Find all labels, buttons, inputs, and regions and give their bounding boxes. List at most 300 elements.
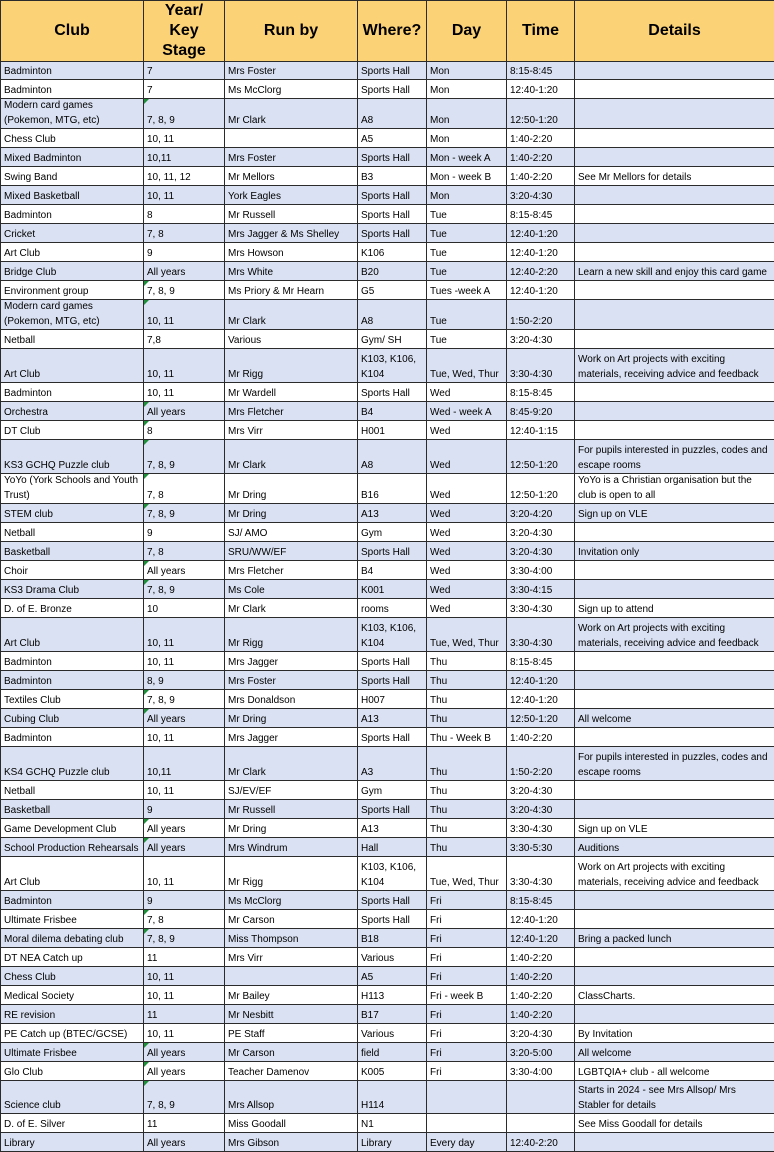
cell-day: Wed	[427, 580, 507, 599]
cell-time: 3:20-4:30	[507, 186, 575, 205]
cell-day: Wed	[427, 523, 507, 542]
cell-where: field	[358, 1043, 427, 1062]
cell-club: KS4 GCHQ Puzzle club	[1, 747, 144, 781]
cell-club: Netball	[1, 781, 144, 800]
cell-details: See Miss Goodall for details	[575, 1114, 774, 1133]
cell-time: 8:15-8:45	[507, 62, 575, 80]
cell-year: 11	[144, 948, 225, 967]
cell-day: Fri	[427, 967, 507, 986]
cell-time: 1:40-2:20	[507, 1005, 575, 1024]
cell-where: Gym	[358, 781, 427, 800]
cell-club: Ultimate Frisbee	[1, 1043, 144, 1062]
cell-time: 3:30-4:00	[507, 1062, 575, 1081]
table-row	[1, 709, 774, 728]
cell-club: Basketball	[1, 800, 144, 819]
cell-day: Thu	[427, 838, 507, 857]
cell-time: 12:40-2:20	[507, 1133, 575, 1152]
cell-day	[427, 1114, 507, 1133]
table-row	[1, 167, 774, 186]
cell-details: Sign up on VLE	[575, 819, 774, 838]
cell-time: 3:20-4:30	[507, 330, 575, 349]
cell-club: Science club	[1, 1081, 144, 1114]
cell-day: Every day	[427, 1133, 507, 1152]
cell-day: Tue	[427, 243, 507, 262]
cell-time: 3:30-4:15	[507, 580, 575, 599]
cell-time: 12:40-1:15	[507, 421, 575, 440]
cell-year: 11	[144, 1114, 225, 1133]
cell-club: Badminton	[1, 652, 144, 671]
cell-day: Wed	[427, 383, 507, 402]
cell-runby: Mr Russell	[225, 205, 358, 224]
cell-where: B20	[358, 262, 427, 281]
cell-details: Bring a packed lunch	[575, 929, 774, 948]
cell-where: Sports Hall	[358, 148, 427, 167]
cell-runby: Mrs Donaldson	[225, 690, 358, 709]
cell-details	[575, 383, 774, 402]
cell-runby: Ms McClorg	[225, 891, 358, 910]
table-row	[1, 1062, 774, 1081]
cell-year: 8	[144, 421, 225, 440]
cell-year: 10, 11	[144, 986, 225, 1005]
cell-details: All welcome	[575, 709, 774, 728]
cell-runby: SJ/ AMO	[225, 523, 358, 542]
cell-club: Badminton	[1, 891, 144, 910]
cell-club: Art Club	[1, 618, 144, 652]
table-row	[1, 781, 774, 800]
cell-where: Sports Hall	[358, 542, 427, 561]
cell-club: D. of E. Silver	[1, 1114, 144, 1133]
cell-day: Tue	[427, 330, 507, 349]
cell-where: Sports Hall	[358, 891, 427, 910]
cell-runby: Mr Rigg	[225, 857, 358, 891]
header-run-by: Run by	[225, 1, 358, 62]
cell-where: K103, K106, K104	[358, 857, 427, 891]
cell-details	[575, 205, 774, 224]
cell-day: Mon	[427, 186, 507, 205]
cell-runby: Mr Carson	[225, 910, 358, 929]
cell-day: Fri	[427, 1024, 507, 1043]
header-where: Where?	[358, 1, 427, 62]
cell-where: Gym/ SH	[358, 330, 427, 349]
cell-club: Badminton	[1, 728, 144, 747]
table-row	[1, 1043, 774, 1062]
cell-time: 3:30-5:30	[507, 838, 575, 857]
cell-where: A3	[358, 747, 427, 781]
cell-club: Glo Club	[1, 1062, 144, 1081]
cell-day: Wed	[427, 599, 507, 618]
cell-time: 12:40-1:20	[507, 690, 575, 709]
cell-where: A8	[358, 440, 427, 474]
cell-club: Art Club	[1, 349, 144, 383]
cell-club: Textiles Club	[1, 690, 144, 709]
cell-where: Sports Hall	[358, 224, 427, 243]
cell-details	[575, 1133, 774, 1152]
cell-where: Sports Hall	[358, 652, 427, 671]
cell-day: Tues -week A	[427, 281, 507, 300]
cell-details	[575, 561, 774, 580]
cell-details: Sign up on VLE	[575, 504, 774, 523]
cell-runby: Ms Priory & Mr Hearn	[225, 281, 358, 300]
cell-details: Starts in 2024 - see Mrs Allsop/ Mrs Stabler for details	[575, 1081, 774, 1114]
cell-day: Wed	[427, 440, 507, 474]
table-row	[1, 910, 774, 929]
cell-details: LGBTQIA+ club - all welcome	[575, 1062, 774, 1081]
cell-details	[575, 300, 774, 330]
cell-year: 7, 8	[144, 474, 225, 504]
table-row	[1, 671, 774, 690]
cell-details: Auditions	[575, 838, 774, 857]
cell-time: 8:15-8:45	[507, 205, 575, 224]
table-row	[1, 891, 774, 910]
cell-day: Tue	[427, 300, 507, 330]
cell-time: 12:40-1:20	[507, 671, 575, 690]
cell-year: 7	[144, 62, 225, 80]
cell-where: Sports Hall	[358, 80, 427, 99]
cell-time: 8:15-8:45	[507, 891, 575, 910]
cell-runby: Mr Dring	[225, 474, 358, 504]
cell-details	[575, 243, 774, 262]
cell-runby: Mrs Foster	[225, 62, 358, 80]
cell-club: Library	[1, 1133, 144, 1152]
cell-time: 3:20-4:20	[507, 504, 575, 523]
cell-where: Hall	[358, 838, 427, 857]
cell-time: 3:30-4:30	[507, 599, 575, 618]
cell-runby: Mr Russell	[225, 800, 358, 819]
table-row	[1, 857, 774, 891]
cell-club: RE revision	[1, 1005, 144, 1024]
cell-day: Tue, Wed, Thur	[427, 857, 507, 891]
cell-day: Mon	[427, 129, 507, 148]
cell-day: Tue	[427, 224, 507, 243]
cell-runby: Ms Cole	[225, 580, 358, 599]
cell-runby: SRU/WW/EF	[225, 542, 358, 561]
cell-day: Thu	[427, 652, 507, 671]
cell-where: K103, K106, K104	[358, 349, 427, 383]
header-club: Club	[1, 1, 144, 62]
cell-time: 1:40-2:20	[507, 948, 575, 967]
cell-time: 3:20-5:00	[507, 1043, 575, 1062]
cell-year: 8	[144, 205, 225, 224]
cell-year: 7, 8	[144, 224, 225, 243]
table-row	[1, 948, 774, 967]
cell-details	[575, 148, 774, 167]
cell-runby: Mrs Virr	[225, 948, 358, 967]
cell-year: 10,11	[144, 148, 225, 167]
table-row	[1, 1005, 774, 1024]
cell-where: A13	[358, 819, 427, 838]
table-row	[1, 300, 774, 330]
cell-details	[575, 99, 774, 129]
cell-day: Tue	[427, 205, 507, 224]
cell-runby	[225, 129, 358, 148]
cell-year: 10, 11	[144, 652, 225, 671]
cell-runby: Mr Dring	[225, 819, 358, 838]
cell-day: Thu	[427, 747, 507, 781]
cell-day: Wed	[427, 474, 507, 504]
cell-year: 7, 8	[144, 910, 225, 929]
cell-time: 1:40-2:20	[507, 167, 575, 186]
cell-year: 7, 8, 9	[144, 690, 225, 709]
cell-where: A5	[358, 967, 427, 986]
table-row	[1, 1024, 774, 1043]
cell-day: Mon	[427, 99, 507, 129]
cell-where: N1	[358, 1114, 427, 1133]
cell-year: 10	[144, 599, 225, 618]
table-row	[1, 967, 774, 986]
cell-where: Sports Hall	[358, 383, 427, 402]
cell-time: 1:40-2:20	[507, 129, 575, 148]
cell-time	[507, 1114, 575, 1133]
cell-runby: SJ/EV/EF	[225, 781, 358, 800]
table-row	[1, 281, 774, 300]
cell-club: Badminton	[1, 205, 144, 224]
table-row	[1, 652, 774, 671]
cell-where: K106	[358, 243, 427, 262]
cell-where: Sports Hall	[358, 671, 427, 690]
cell-runby: Mrs Gibson	[225, 1133, 358, 1152]
cell-day: Fri	[427, 1062, 507, 1081]
cell-time: 3:20-4:30	[507, 800, 575, 819]
cell-club: Orchestra	[1, 402, 144, 421]
cell-year: 7, 8, 9	[144, 504, 225, 523]
cell-details	[575, 800, 774, 819]
cell-club: Netball	[1, 330, 144, 349]
cell-year: 7, 8, 9	[144, 440, 225, 474]
cell-runby: Mr Dring	[225, 709, 358, 728]
cell-club: School Production Rehearsals	[1, 838, 144, 857]
cell-details	[575, 186, 774, 205]
cell-runby: Mrs Virr	[225, 421, 358, 440]
cell-club: Choir	[1, 561, 144, 580]
cell-details	[575, 967, 774, 986]
cell-runby: Mr Wardell	[225, 383, 358, 402]
cell-time: 1:50-2:20	[507, 300, 575, 330]
cell-details: Invitation only	[575, 542, 774, 561]
cell-year: 8, 9	[144, 671, 225, 690]
cell-runby	[225, 967, 358, 986]
cell-time: 8:15-8:45	[507, 383, 575, 402]
cell-time: 8:15-8:45	[507, 652, 575, 671]
cell-club: Moral dilema debating club	[1, 929, 144, 948]
cell-club: STEM club	[1, 504, 144, 523]
header-year: Year/ Key Stage	[144, 1, 225, 62]
cell-runby: Mr Rigg	[225, 349, 358, 383]
cell-details	[575, 523, 774, 542]
header-day: Day	[427, 1, 507, 62]
table-row	[1, 747, 774, 781]
cell-year: 10, 11	[144, 967, 225, 986]
cell-time: 12:50-1:20	[507, 440, 575, 474]
cell-where: A8	[358, 300, 427, 330]
cell-details	[575, 910, 774, 929]
table-row	[1, 99, 774, 129]
cell-year: All years	[144, 561, 225, 580]
cell-details	[575, 671, 774, 690]
cell-day	[427, 1081, 507, 1114]
cell-club: Medical Society	[1, 986, 144, 1005]
cell-day: Wed	[427, 542, 507, 561]
cell-where: Sports Hall	[358, 910, 427, 929]
cell-year: All years	[144, 402, 225, 421]
cell-details: Work on Art projects with exciting materials, receiving advice and feedback	[575, 857, 774, 891]
cell-runby: Mrs Foster	[225, 148, 358, 167]
table-row	[1, 474, 774, 504]
cell-year: All years	[144, 1043, 225, 1062]
cell-runby: Mrs Jagger & Ms Shelley	[225, 224, 358, 243]
cell-runby: Mr Clark	[225, 747, 358, 781]
cell-details	[575, 652, 774, 671]
cell-where: K103, K106, K104	[358, 618, 427, 652]
cell-club: D. of E. Bronze	[1, 599, 144, 618]
cell-time: 3:30-4:30	[507, 349, 575, 383]
cell-runby: York Eagles	[225, 186, 358, 205]
cell-time: 12:40-1:20	[507, 929, 575, 948]
cell-club: Ultimate Frisbee	[1, 910, 144, 929]
table-body	[1, 62, 774, 1152]
cell-details	[575, 421, 774, 440]
cell-time	[507, 1081, 575, 1114]
cell-year: 7	[144, 80, 225, 99]
cell-where: rooms	[358, 599, 427, 618]
cell-time: 12:50-1:20	[507, 709, 575, 728]
cell-club: Game Development Club	[1, 819, 144, 838]
table-row	[1, 186, 774, 205]
cell-year: 9	[144, 800, 225, 819]
cell-year: 10, 11	[144, 728, 225, 747]
table-row	[1, 986, 774, 1005]
cell-club: DT Club	[1, 421, 144, 440]
cell-time: 12:40-2:20	[507, 262, 575, 281]
cell-details	[575, 781, 774, 800]
cell-time: 12:40-1:20	[507, 224, 575, 243]
cell-details	[575, 281, 774, 300]
cell-where: A13	[358, 709, 427, 728]
cell-club: Mixed Badminton	[1, 148, 144, 167]
cell-time: 3:30-4:30	[507, 819, 575, 838]
cell-club: Badminton	[1, 383, 144, 402]
cell-details: All welcome	[575, 1043, 774, 1062]
cell-where: G5	[358, 281, 427, 300]
cell-day: Mon	[427, 80, 507, 99]
table-row	[1, 243, 774, 262]
cell-where: Sports Hall	[358, 186, 427, 205]
cell-club: YoYo (York Schools and Youth Trust)	[1, 474, 144, 504]
table-row	[1, 224, 774, 243]
cell-club: Environment group	[1, 281, 144, 300]
cell-year: 10, 11	[144, 186, 225, 205]
cell-day: Fri	[427, 1043, 507, 1062]
cell-where: A5	[358, 129, 427, 148]
cell-club: Basketball	[1, 542, 144, 561]
cell-where: B4	[358, 402, 427, 421]
cell-day: Thu	[427, 819, 507, 838]
cell-details: Work on Art projects with exciting materials, receiving advice and feedback	[575, 349, 774, 383]
cell-runby: Miss Goodall	[225, 1114, 358, 1133]
table-row	[1, 690, 774, 709]
cell-club: Badminton	[1, 671, 144, 690]
cell-details: Learn a new skill and enjoy this card game	[575, 262, 774, 281]
cell-where: B4	[358, 561, 427, 580]
cell-runby: Mr Clark	[225, 599, 358, 618]
cell-club: KS3 GCHQ Puzzle club	[1, 440, 144, 474]
table-row	[1, 80, 774, 99]
table-row	[1, 599, 774, 618]
cell-day: Thu	[427, 800, 507, 819]
cell-year: 10, 11	[144, 300, 225, 330]
table-row	[1, 838, 774, 857]
table-row	[1, 800, 774, 819]
table-row	[1, 542, 774, 561]
cell-where: H001	[358, 421, 427, 440]
cell-runby: Mr Dring	[225, 504, 358, 523]
header-row	[1, 1, 774, 62]
cell-day: Thu	[427, 671, 507, 690]
cell-club: Badminton	[1, 62, 144, 80]
cell-where: Sports Hall	[358, 728, 427, 747]
cell-club: KS3 Drama Club	[1, 580, 144, 599]
cell-year: 10, 11	[144, 781, 225, 800]
cell-where: Various	[358, 948, 427, 967]
cell-runby: Mr Bailey	[225, 986, 358, 1005]
cell-time: 3:30-4:30	[507, 618, 575, 652]
cell-day: Mon - week A	[427, 148, 507, 167]
cell-club: Badminton	[1, 80, 144, 99]
cell-time: 8:45-9:20	[507, 402, 575, 421]
cell-year: 7, 8	[144, 542, 225, 561]
cell-day: Tue, Wed, Thur	[427, 618, 507, 652]
cell-details	[575, 80, 774, 99]
cell-day: Thu - Week B	[427, 728, 507, 747]
cell-time: 12:40-1:20	[507, 80, 575, 99]
cell-club: Netball	[1, 523, 144, 542]
cell-runby: Mrs Windrum	[225, 838, 358, 857]
cell-day: Wed	[427, 561, 507, 580]
table-row	[1, 148, 774, 167]
table-row	[1, 62, 774, 80]
cell-club: Swing Band	[1, 167, 144, 186]
cell-day: Wed	[427, 421, 507, 440]
cell-details: Sign up to attend	[575, 599, 774, 618]
cell-where: A8	[358, 99, 427, 129]
cell-runby: Miss Thompson	[225, 929, 358, 948]
cell-runby: Various	[225, 330, 358, 349]
cell-year: 9	[144, 523, 225, 542]
table-row	[1, 421, 774, 440]
table-row	[1, 728, 774, 747]
cell-year: 7, 8, 9	[144, 281, 225, 300]
cell-year: 7, 8, 9	[144, 580, 225, 599]
cell-where: Sports Hall	[358, 800, 427, 819]
cell-club: Art Club	[1, 243, 144, 262]
cell-club: Chess Club	[1, 129, 144, 148]
cell-details	[575, 690, 774, 709]
cell-time: 3:20-4:30	[507, 523, 575, 542]
cell-runby: Mrs Allsop	[225, 1081, 358, 1114]
cell-day: Thu	[427, 781, 507, 800]
cell-where: B3	[358, 167, 427, 186]
cell-club: Modern card games (Pokemon, MTG, etc)	[1, 300, 144, 330]
cell-year: 10,11	[144, 747, 225, 781]
table-row	[1, 349, 774, 383]
cell-day: Wed - week A	[427, 402, 507, 421]
cell-year: 9	[144, 243, 225, 262]
cell-day: Tue	[427, 262, 507, 281]
cell-year: All years	[144, 819, 225, 838]
cell-details	[575, 129, 774, 148]
cell-club: Chess Club	[1, 967, 144, 986]
cell-year: All years	[144, 709, 225, 728]
cell-day: Fri	[427, 948, 507, 967]
